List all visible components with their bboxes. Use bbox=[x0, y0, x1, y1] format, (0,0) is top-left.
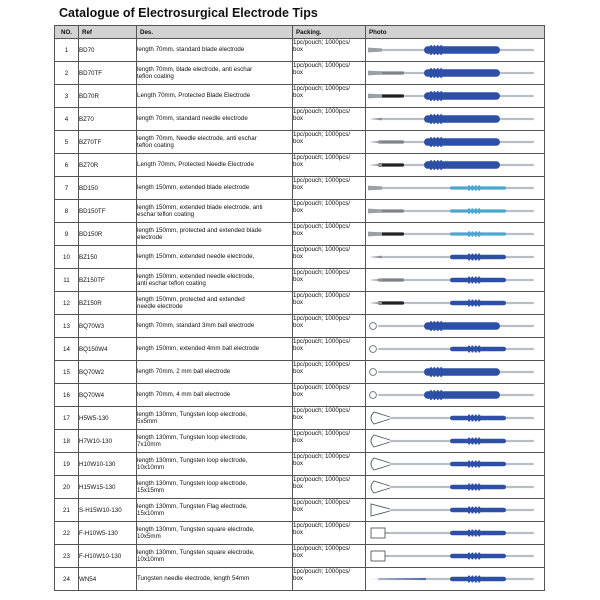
product-photo bbox=[366, 131, 545, 154]
table-row bbox=[55, 177, 545, 200]
product-ref: BZ70R bbox=[79, 154, 137, 177]
loop-electrode-5x5-icon bbox=[366, 407, 540, 429]
product-ref: H15W15-130 bbox=[79, 476, 137, 499]
product-ref: BZ150 bbox=[79, 246, 137, 269]
extended-needle-electrode-icon bbox=[366, 246, 540, 268]
table-row bbox=[55, 39, 545, 62]
table-row bbox=[55, 246, 545, 269]
row-number: 24 bbox=[55, 568, 79, 591]
product-ref: BQ70W3 bbox=[79, 315, 137, 338]
product-packing: 1pc/pouch; 1000pcs/ box bbox=[293, 292, 366, 315]
row-number: 23 bbox=[55, 545, 79, 568]
product-description: length 130mm, Tungsten loop electrode, 5x5mm bbox=[137, 407, 293, 430]
product-ref: H10W10-130 bbox=[79, 453, 137, 476]
product-ref: S-H15W10-130 bbox=[79, 499, 137, 522]
row-number: 3 bbox=[55, 85, 79, 108]
product-description: length 130mm, Tungsten square electrode, 10x5mm bbox=[137, 522, 293, 545]
product-photo bbox=[366, 177, 545, 200]
extended-blade-electrode-teflon-icon bbox=[366, 200, 540, 222]
product-ref: H7W10-130 bbox=[79, 430, 137, 453]
table-row bbox=[55, 522, 545, 545]
product-photo bbox=[366, 522, 545, 545]
product-ref: BD150 bbox=[79, 177, 137, 200]
product-description: length 150mm, extended blade electrode bbox=[137, 177, 293, 200]
column-header-ref: Ref bbox=[79, 26, 137, 39]
product-packing: 1pc/pouch; 1000pcs/ box bbox=[293, 39, 366, 62]
table-row bbox=[55, 154, 545, 177]
square-electrode-10x5-icon bbox=[366, 522, 540, 544]
table-row bbox=[55, 430, 545, 453]
table-row bbox=[55, 292, 545, 315]
protected-needle-electrode-icon bbox=[366, 154, 540, 176]
product-description: length 150mm, extended blade electrode, anti eschar teflon coating bbox=[137, 200, 293, 223]
protected-extended-blade-electrode-icon bbox=[366, 223, 540, 245]
row-number: 7 bbox=[55, 177, 79, 200]
loop-electrode-10x10-icon bbox=[366, 453, 540, 475]
product-description: length 70mm, standard blade electrode bbox=[137, 39, 293, 62]
row-number: 13 bbox=[55, 315, 79, 338]
product-ref: BZ70 bbox=[79, 108, 137, 131]
row-number: 21 bbox=[55, 499, 79, 522]
product-packing: 1pc/pouch; 1000pcs/ box bbox=[293, 177, 366, 200]
product-packing: 1pc/pouch; 1000pcs/ box bbox=[293, 223, 366, 246]
row-number: 9 bbox=[55, 223, 79, 246]
ball-electrode-3mm-icon bbox=[366, 315, 540, 337]
product-description: length 130mm, Tungsten loop electrode, 15x15mm bbox=[137, 476, 293, 499]
product-photo bbox=[366, 108, 545, 131]
product-packing: 1pc/pouch; 1000pcs/ box bbox=[293, 568, 366, 591]
product-packing: 1pc/pouch; 1000pcs/ box bbox=[293, 522, 366, 545]
product-photo bbox=[366, 476, 545, 499]
protected-extended-needle-electrode-icon bbox=[366, 292, 540, 314]
product-description: length 130mm, Tungsten loop electrode, 7x10mm bbox=[137, 430, 293, 453]
row-number: 1 bbox=[55, 39, 79, 62]
row-number: 14 bbox=[55, 338, 79, 361]
product-photo bbox=[366, 499, 545, 522]
product-photo bbox=[366, 384, 545, 407]
table-row bbox=[55, 108, 545, 131]
column-header-packing: Packing. bbox=[293, 26, 366, 39]
table-body bbox=[55, 39, 545, 591]
product-description: length 150mm, protected and extended needle electrode bbox=[137, 292, 293, 315]
table-row bbox=[55, 269, 545, 292]
row-number: 6 bbox=[55, 154, 79, 177]
product-ref: BQ70W4 bbox=[79, 384, 137, 407]
row-number: 19 bbox=[55, 453, 79, 476]
product-packing: 1pc/pouch; 1000pcs/ box bbox=[293, 154, 366, 177]
extended-blade-electrode-icon bbox=[366, 177, 540, 199]
product-packing: 1pc/pouch; 1000pcs/ box bbox=[293, 269, 366, 292]
blade-electrode-icon bbox=[366, 39, 540, 61]
table-row bbox=[55, 545, 545, 568]
product-photo bbox=[366, 430, 545, 453]
product-description: length 130mm, Tungsten square electrode, 10x10mm bbox=[137, 545, 293, 568]
page-title: Catalogue of Electrosurgical Electrode Tips bbox=[59, 6, 318, 20]
product-photo bbox=[366, 246, 545, 269]
blade-electrode-teflon-icon bbox=[366, 62, 540, 84]
product-photo bbox=[366, 269, 545, 292]
product-photo bbox=[366, 62, 545, 85]
product-description: length 130mm, Tungsten Flag electrode, 15x10mm bbox=[137, 499, 293, 522]
table-row bbox=[55, 499, 545, 522]
product-ref: F-H10W10-130 bbox=[79, 545, 137, 568]
product-photo bbox=[366, 338, 545, 361]
table-row bbox=[55, 200, 545, 223]
product-photo bbox=[366, 200, 545, 223]
product-ref: BZ150TF bbox=[79, 269, 137, 292]
product-packing: 1pc/pouch; 1000pcs/ box bbox=[293, 200, 366, 223]
row-number: 5 bbox=[55, 131, 79, 154]
product-packing: 1pc/pouch; 1000pcs/ box bbox=[293, 384, 366, 407]
table-row bbox=[55, 85, 545, 108]
product-description: length 70mm, blade electrode, anti eschar teflon coating bbox=[137, 62, 293, 85]
extended-ball-electrode-4mm-icon bbox=[366, 338, 540, 360]
product-description: length 70mm, 2 mm ball electrode bbox=[137, 361, 293, 384]
row-number: 8 bbox=[55, 200, 79, 223]
product-photo bbox=[366, 545, 545, 568]
table-row bbox=[55, 62, 545, 85]
product-photo bbox=[366, 292, 545, 315]
row-number: 16 bbox=[55, 384, 79, 407]
product-ref: BD70TF bbox=[79, 62, 137, 85]
product-packing: 1pc/pouch; 1000pcs/ box bbox=[293, 315, 366, 338]
table-row bbox=[55, 568, 545, 591]
column-header-des: Des. bbox=[137, 26, 293, 39]
table-row bbox=[55, 223, 545, 246]
product-description: length 150mm, extended needle electrode, anti eschar teflon coating bbox=[137, 269, 293, 292]
loop-electrode-15x15-icon bbox=[366, 476, 540, 498]
tungsten-needle-electrode-icon bbox=[366, 568, 540, 590]
product-ref: F-H10W5-130 bbox=[79, 522, 137, 545]
needle-electrode-teflon-icon bbox=[366, 131, 540, 153]
product-packing: 1pc/pouch; 1000pcs/ box bbox=[293, 476, 366, 499]
square-electrode-10x10-icon bbox=[366, 545, 540, 567]
product-description: Tungsten needle electrode, length 54mm bbox=[137, 568, 293, 591]
product-packing: 1pc/pouch; 1000pcs/ box bbox=[293, 108, 366, 131]
product-photo bbox=[366, 568, 545, 591]
product-photo bbox=[366, 223, 545, 246]
product-ref: BD150TF bbox=[79, 200, 137, 223]
row-number: 18 bbox=[55, 430, 79, 453]
product-description: length 150mm, protected and extended blade electrode bbox=[137, 223, 293, 246]
product-packing: 1pc/pouch; 1000pcs/ box bbox=[293, 499, 366, 522]
ball-electrode-4mm-icon bbox=[366, 384, 540, 406]
table-row bbox=[55, 361, 545, 384]
product-description: length 70mm, 4 mm ball electrode bbox=[137, 384, 293, 407]
product-description: Length 70mm, Protected Needle Electrode bbox=[137, 154, 293, 177]
product-description: length 130mm, Tungsten loop electrode, 10x10mm bbox=[137, 453, 293, 476]
row-number: 17 bbox=[55, 407, 79, 430]
product-packing: 1pc/pouch; 1000pcs/ box bbox=[293, 453, 366, 476]
product-photo bbox=[366, 85, 545, 108]
product-ref: BQ150W4 bbox=[79, 338, 137, 361]
product-description: length 70mm, standard 3mm ball electrode bbox=[137, 315, 293, 338]
electrode-catalogue-table bbox=[54, 25, 545, 591]
column-header-photo: Photo bbox=[366, 26, 545, 39]
column-header-no: NO. bbox=[55, 26, 79, 39]
table-row bbox=[55, 384, 545, 407]
row-number: 20 bbox=[55, 476, 79, 499]
product-photo bbox=[366, 407, 545, 430]
product-ref: BD150R bbox=[79, 223, 137, 246]
row-number: 12 bbox=[55, 292, 79, 315]
product-description: length 70mm, standard needle electrode bbox=[137, 108, 293, 131]
extended-needle-electrode-teflon-icon bbox=[366, 269, 540, 291]
table-row bbox=[55, 476, 545, 499]
loop-electrode-7x10-icon bbox=[366, 430, 540, 452]
row-number: 11 bbox=[55, 269, 79, 292]
product-description: Length 70mm, Protected Blade Electrode bbox=[137, 85, 293, 108]
product-description: length 70mm, Needle electrode, anti eschar teflon coating bbox=[137, 131, 293, 154]
product-ref: BD70R bbox=[79, 85, 137, 108]
product-photo bbox=[366, 154, 545, 177]
product-ref: H5W5-130 bbox=[79, 407, 137, 430]
product-ref: BZ150R bbox=[79, 292, 137, 315]
product-packing: 1pc/pouch; 1000pcs/ box bbox=[293, 430, 366, 453]
product-ref: BZ70TF bbox=[79, 131, 137, 154]
product-photo bbox=[366, 39, 545, 62]
table-row bbox=[55, 453, 545, 476]
product-packing: 1pc/pouch; 1000pcs/ box bbox=[293, 361, 366, 384]
protected-blade-electrode-icon bbox=[366, 85, 540, 107]
product-photo bbox=[366, 315, 545, 338]
row-number: 22 bbox=[55, 522, 79, 545]
ball-electrode-2mm-icon bbox=[366, 361, 540, 383]
product-photo bbox=[366, 453, 545, 476]
row-number: 2 bbox=[55, 62, 79, 85]
product-packing: 1pc/pouch; 1000pcs/ box bbox=[293, 85, 366, 108]
product-ref: BQ70W2 bbox=[79, 361, 137, 384]
row-number: 10 bbox=[55, 246, 79, 269]
needle-electrode-icon bbox=[366, 108, 540, 130]
product-ref: BD70 bbox=[79, 39, 137, 62]
product-photo bbox=[366, 361, 545, 384]
table-header-row bbox=[55, 26, 545, 39]
product-packing: 1pc/pouch; 1000pcs/ box bbox=[293, 131, 366, 154]
product-packing: 1pc/pouch; 1000pcs/ box bbox=[293, 545, 366, 568]
table-row bbox=[55, 131, 545, 154]
table-row bbox=[55, 338, 545, 361]
product-packing: 1pc/pouch; 1000pcs/ box bbox=[293, 407, 366, 430]
product-packing: 1pc/pouch; 1000pcs/ box bbox=[293, 246, 366, 269]
product-description: length 150mm, extended 4mm ball electrode bbox=[137, 338, 293, 361]
row-number: 15 bbox=[55, 361, 79, 384]
product-packing: 1pc/pouch; 1000pcs/ box bbox=[293, 338, 366, 361]
product-description: length 150mm, extended needle electrode, bbox=[137, 246, 293, 269]
row-number: 4 bbox=[55, 108, 79, 131]
product-packing: 1pc/pouch; 1000pcs/ box bbox=[293, 62, 366, 85]
table-row bbox=[55, 315, 545, 338]
flag-electrode-15x10-icon bbox=[366, 499, 540, 521]
table-row bbox=[55, 407, 545, 430]
product-ref: WN54 bbox=[79, 568, 137, 591]
